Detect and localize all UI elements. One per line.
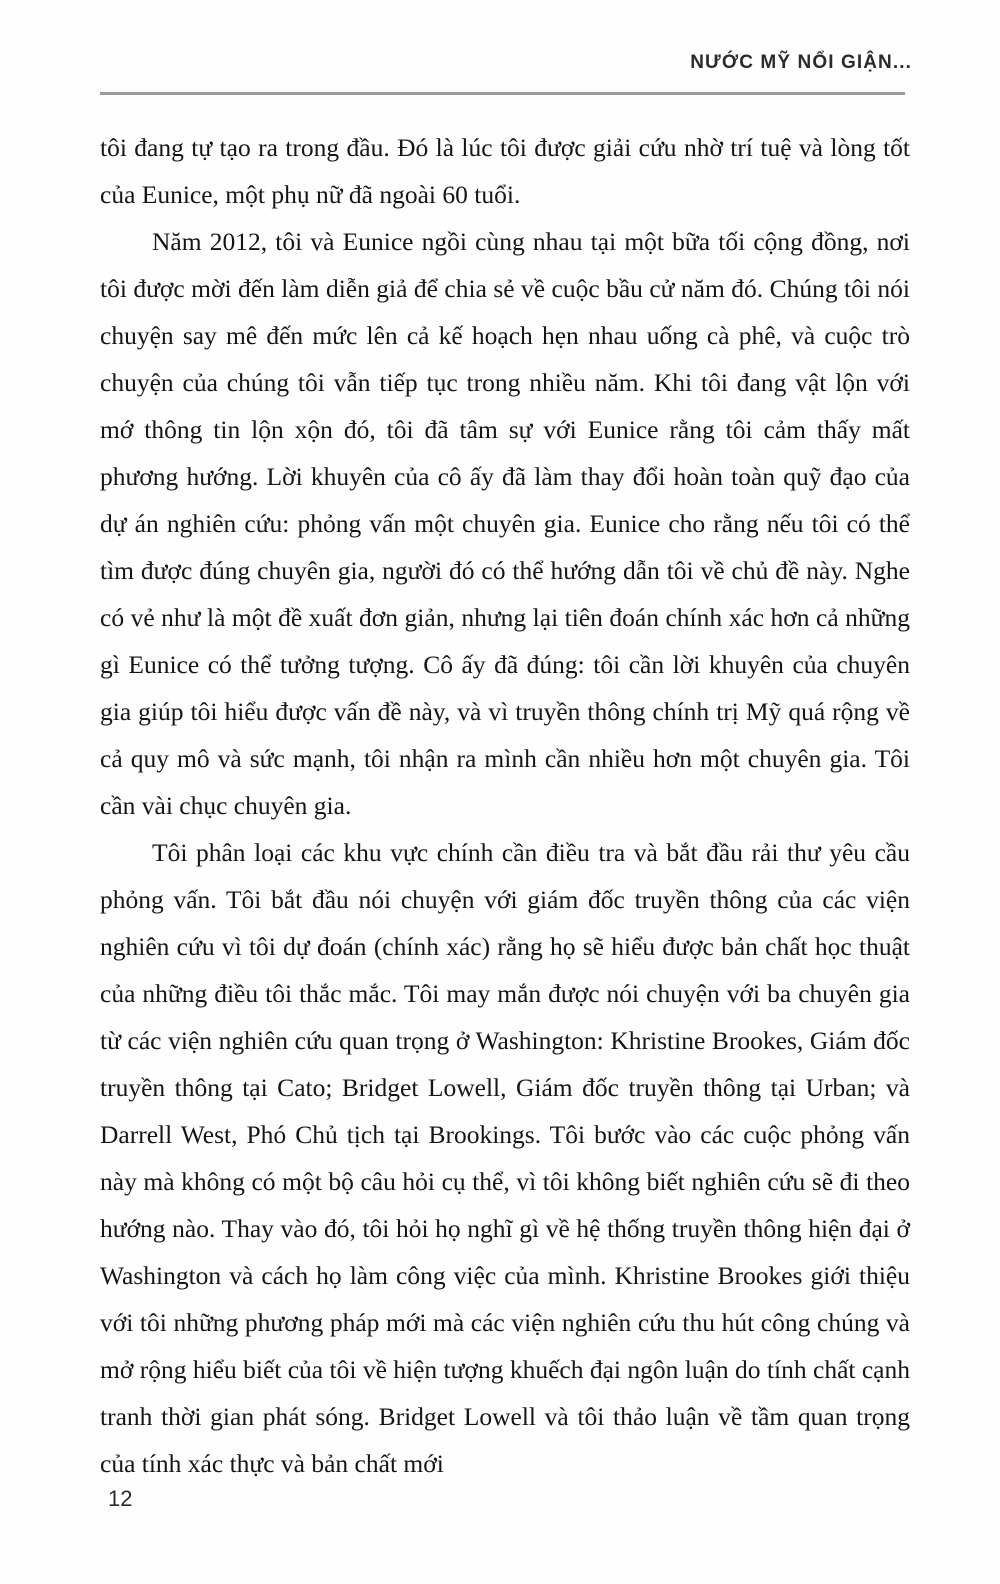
paragraph: Tôi phân loại các khu vực chính cần điều tra và bắt đầu rải thư yêu cầu phỏng vấn. Tôi bắt đầu nói chuyện với giám đốc truyền thông của các viện nghiên cứu vì tôi dự đoán (chính xác) rằng họ sẽ hiểu được bản chất học thuật của những điều tôi thắc mắc. Tôi may mắn được nói chuyện với ba chuyên gia từ các viện nghiên cứu quan trọng ở Washington: Khristine Brookes, Giám đốc truyền thông tại Cato; Bridget Lowell, Giám đốc truyền thông tại Urban; và Darrell West, Phó Chủ tịch tại Brookings. Tôi bước vào các cuộc phỏng vấn này mà không có một bộ câu hỏi cụ thể, vì tôi không biết nghiên cứu sẽ đi theo hướng nào. Thay vào đó, tôi hỏi họ nghĩ gì về hệ thống truyền thông hiện đại ở Washington và cách họ làm công việc của mình. Khristine Brookes giới thiệu với tôi những phương pháp mới mà các viện nghiên cứu thu hút công chúng và mở rộng hiểu biết của tôi về hiện tượng khuếch đại ngôn luận do tính chất cạnh tranh thời gian phát sóng. Bridget Lowell và tôi thảo luận về tầm quan trọng của tính xác thực và bản chất mới — [100, 838, 910, 1478]
paragraph: tôi đang tự tạo ra trong đầu. Đó là lúc tôi được giải cứu nhờ trí tuệ và lòng tốt của Eunice, một phụ nữ đã ngoài 60 tuổi. — [100, 133, 910, 209]
page-number: 12 — [108, 1486, 133, 1511]
header-rule — [100, 92, 905, 95]
paragraph: Năm 2012, tôi và Eunice ngồi cùng nhau tại một bữa tối cộng đồng, nơi tôi được mời đến làm diễn giả để chia sẻ về cuộc bầu cử năm đó. Chúng tôi nói chuyện say mê đến mức lên cả kế hoạch hẹn nhau uống cà phê, và cuộc trò chuyện của chúng tôi vẫn tiếp tục trong nhiều năm. Khi tôi đang vật lộn với mớ thông tin lộn xộn đó, tôi đã tâm sự với Eunice rằng tôi cảm thấy mất phương hướng. Lời khuyên của cô ấy đã làm thay đổi hoàn toàn quỹ đạo của dự án nghiên cứu: phỏng vấn một chuyên gia. Eunice cho rằng nếu tôi có thể tìm được đúng chuyên gia, người đó có thể hướng dẫn tôi về chủ đề này. Nghe có vẻ như là một đề xuất đơn giản, nhưng lại tiên đoán chính xác hơn cả những gì Eunice có thể tưởng tượng. Cô ấy đã đúng: tôi cần lời khuyên của chuyên gia giúp tôi hiểu được vấn đề này, và vì truyền thông chính trị Mỹ quá rộng về cả quy mô và sức mạnh, tôi nhận ra mình cần nhiều hơn một chuyên gia. Tôi cần vài chục chuyên gia. — [100, 227, 910, 820]
running-head: NƯỚC MỸ NỔI GIẬN... — [690, 52, 912, 73]
page-body — [100, 124, 910, 1487]
